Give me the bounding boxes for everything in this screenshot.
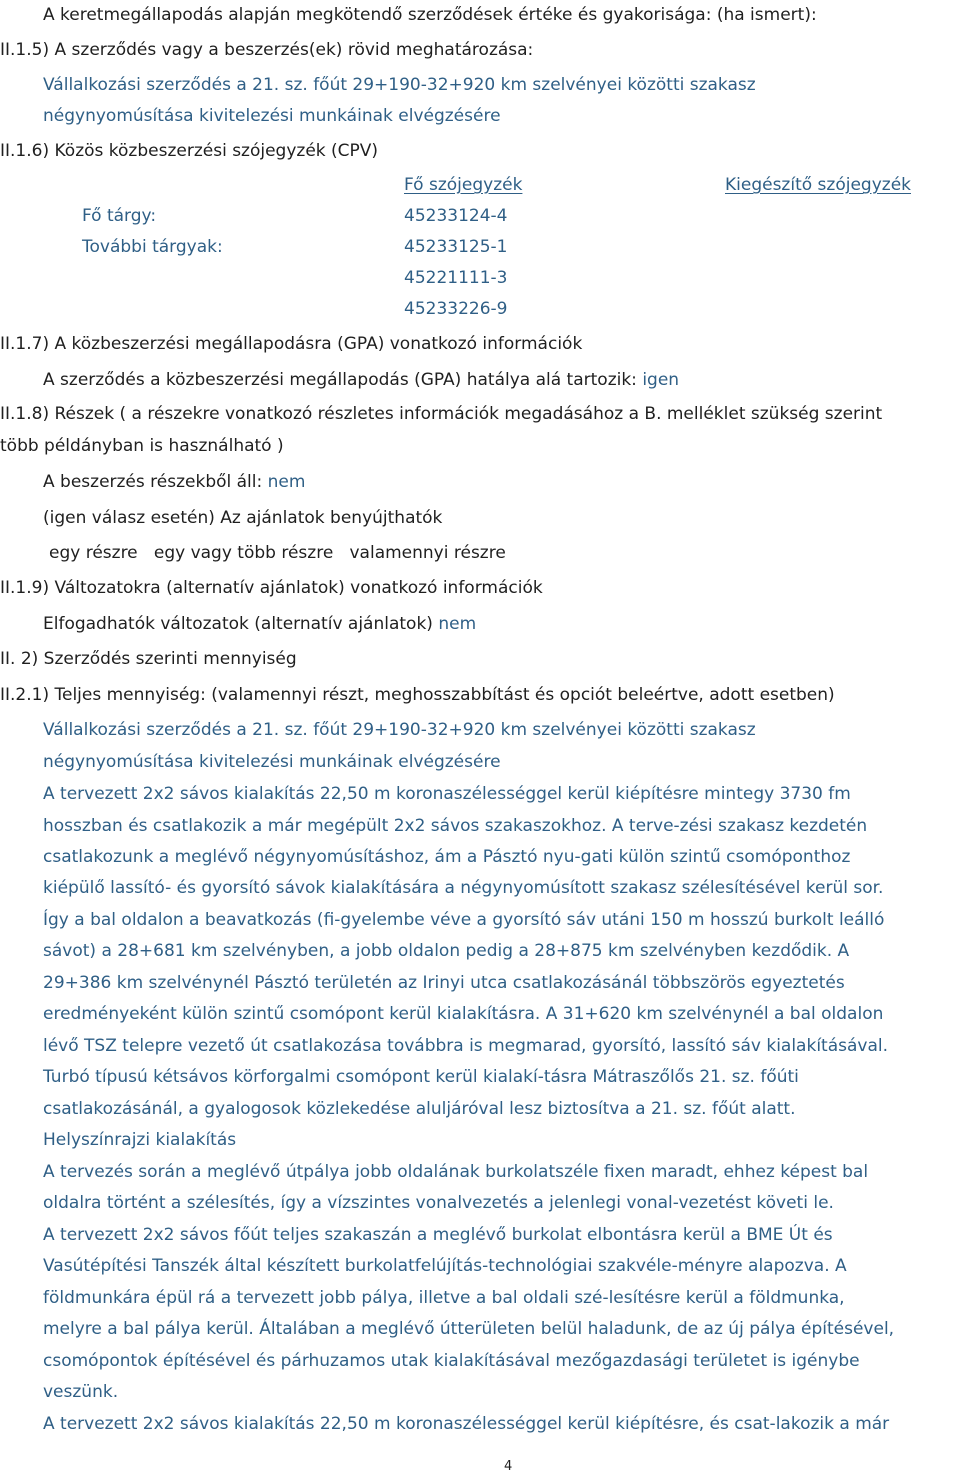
description-line: négynyomúsítása kivitelezési munkáinak elvégzésére bbox=[43, 752, 501, 772]
description-line: földmunkára épül rá a tervezett jobb pálya, illetve a bal oldali szé-lesítésre kerül a földmunka, bbox=[43, 1288, 845, 1308]
lots-line bbox=[43, 472, 305, 492]
framework-value-line: A keretmegállapodás alapján megkötendő szerződések értéke és gyakorisága: (ha ismert): bbox=[43, 5, 817, 25]
description-line: melyre a bal pálya kerül. Általában a meglévő útterületen belül haladunk, de az új pálya építésével, bbox=[43, 1319, 895, 1339]
section-II-1-5-heading: II.1.5) A szerződés vagy a beszerzés(ek) rövid meghatározása: bbox=[0, 40, 534, 60]
description-line: kiépülő lassító- és gyorsító sávok kialakítására a négynyomúsított szakasz szélesítésével kerül sor. bbox=[43, 878, 884, 898]
description-line: A tervezett 2x2 sávos kialakítás 22,50 m koronaszélességgel kerül kiépítésre mintegy 3730 fm bbox=[43, 784, 851, 804]
description-line: A tervezett 2x2 sávos kialakítás 22,50 m koronaszélességgel kerül kiépítésre, és csat-lakozik a már bbox=[43, 1414, 890, 1434]
page-number: 4 bbox=[504, 1459, 513, 1474]
description-line: csatlakozásánál, a gyalogosok közlekedése aluljáróval lesz biztosítva a 21. sz. főút alatt. bbox=[43, 1099, 796, 1119]
cpv-other-code: 45221111-3 bbox=[404, 268, 508, 288]
gpa-label: A szerződés a közbeszerzési megállapodás (GPA) hatálya alá tartozik: bbox=[43, 370, 637, 390]
section-II-2-1-heading: II.2.1) Teljes mennyiség: (valamennyi részt, meghosszabbítást és opciót beleértve, adott esetben) bbox=[0, 685, 835, 705]
description-line: eredményeként külön szintű csomópont kerül kialakításra. A 31+620 km szelvénynél a bal oldalon bbox=[43, 1004, 884, 1024]
description-line: Vállalkozási szerződés a 21. sz. főút 29+190-32+920 km szelvényei közötti szakasz bbox=[43, 720, 756, 740]
variants-value: nem bbox=[438, 614, 477, 634]
section-II-1-7-heading: II.1.7) A közbeszerzési megállapodásra (GPA) vonatkozó információk bbox=[0, 334, 583, 354]
tender-submission-line: (igen válasz esetén) Az ajánlatok benyújthatók bbox=[43, 508, 443, 528]
description-line: Így a bal oldalon a beavatkozás (fi-gyelembe véve a gyorsító sáv utáni 150 m hosszú burkolt leálló bbox=[43, 910, 885, 930]
cpv-other-code: 45233226-9 bbox=[404, 299, 508, 319]
gpa-line bbox=[43, 370, 679, 390]
description-line: sávot) a 28+681 km szelvényben, a jobb oldalon pedig a 28+875 km szelvényben kezdődik. A bbox=[43, 941, 850, 961]
gpa-value: igen bbox=[642, 370, 680, 390]
description-line: Helyszínrajzi kialakítás bbox=[43, 1130, 237, 1150]
short-description-line-2: négynyomúsítása kivitelezési munkáinak elvégzésére bbox=[43, 106, 501, 126]
cpv-main-subject-code: 45233124-4 bbox=[404, 206, 508, 226]
variants-line bbox=[43, 614, 476, 634]
section-II-1-8-heading: II.1.8) Részek ( a részekre vonatkozó részletes információk megadásához a B. melléklet szükség szerint bbox=[0, 404, 883, 424]
section-II-2-heading: II. 2) Szerződés szerinti mennyiség bbox=[0, 649, 297, 669]
description-line: csatlakozunk a meglévő négynyomúsításhoz, ám a Pásztó nyu-gati külön szintű csomóponthoz bbox=[43, 847, 851, 867]
section-II-1-8-heading-cont: több példányban is használható ) bbox=[0, 436, 284, 456]
variants-label: Elfogadhatók változatok (alternatív ajánlatok) bbox=[43, 614, 433, 634]
cpv-extra-header: Kiegészítő szójegyzék bbox=[725, 175, 911, 195]
cpv-main-header: Fő szójegyzék bbox=[404, 175, 523, 195]
description-line: A tervezett 2x2 sávos főút teljes szakaszán a meglévő burkolat elbontásra kerül a BME Út és bbox=[43, 1225, 833, 1245]
description-line: veszünk. bbox=[43, 1382, 119, 1402]
lots-value: nem bbox=[267, 472, 306, 492]
cpv-other-code: 45233125-1 bbox=[404, 237, 508, 257]
cpv-other-subjects-label: További tárgyak: bbox=[82, 237, 223, 257]
section-II-1-9-heading: II.1.9) Változatokra (alternatív ajánlatok) vonatkozó információk bbox=[0, 578, 543, 598]
description-line: Turbó típusú kétsávos körforgalmi csomópont kerül kialakí-tásra Mátraszőlős 21. sz. főúti bbox=[43, 1067, 799, 1087]
description-line: A tervezés során a meglévő útpálya jobb oldalának burkolatszéle fixen maradt, ehhez képest bal bbox=[43, 1162, 869, 1182]
description-line: lévő TSZ telepre vezető út csatlakozása továbbra is megmarad, gyorsító, lassító sáv kialakításával. bbox=[43, 1036, 889, 1056]
description-line: oldalra történt a szélesítés, így a vízszintes vonalvezetés a jelenlegi vonal-vezetést követi le. bbox=[43, 1193, 834, 1213]
description-line: hosszban és csatlakozik a már megépült 2x2 sávos szakaszokhoz. A terve-zési szakasz kezdetén bbox=[43, 816, 868, 836]
lot-options-line: egy részre egy vagy több részre valamennyi részre bbox=[49, 543, 506, 563]
lots-label: A beszerzés részekből áll: bbox=[43, 472, 263, 492]
description-line: Vasútépítési Tanszék által készített burkolatfelújítás-technológiai szakvéle-ményre alapozva. A bbox=[43, 1256, 847, 1276]
description-line: csomópontok építésével és párhuzamos utak kialakításával mezőgazdasági területet is igénybe bbox=[43, 1351, 860, 1371]
short-description-line-1: Vállalkozási szerződés a 21. sz. főút 29+190-32+920 km szelvényei közötti szakasz bbox=[43, 75, 756, 95]
description-line: 29+386 km szelvénynél Pásztó területén az Irinyi utca csatlakozásánál többszörös egyeztetés bbox=[43, 973, 845, 993]
cpv-main-subject-label: Fő tárgy: bbox=[82, 206, 157, 226]
section-II-1-6-heading: II.1.6) Közös közbeszerzési szójegyzék (CPV) bbox=[0, 141, 379, 161]
